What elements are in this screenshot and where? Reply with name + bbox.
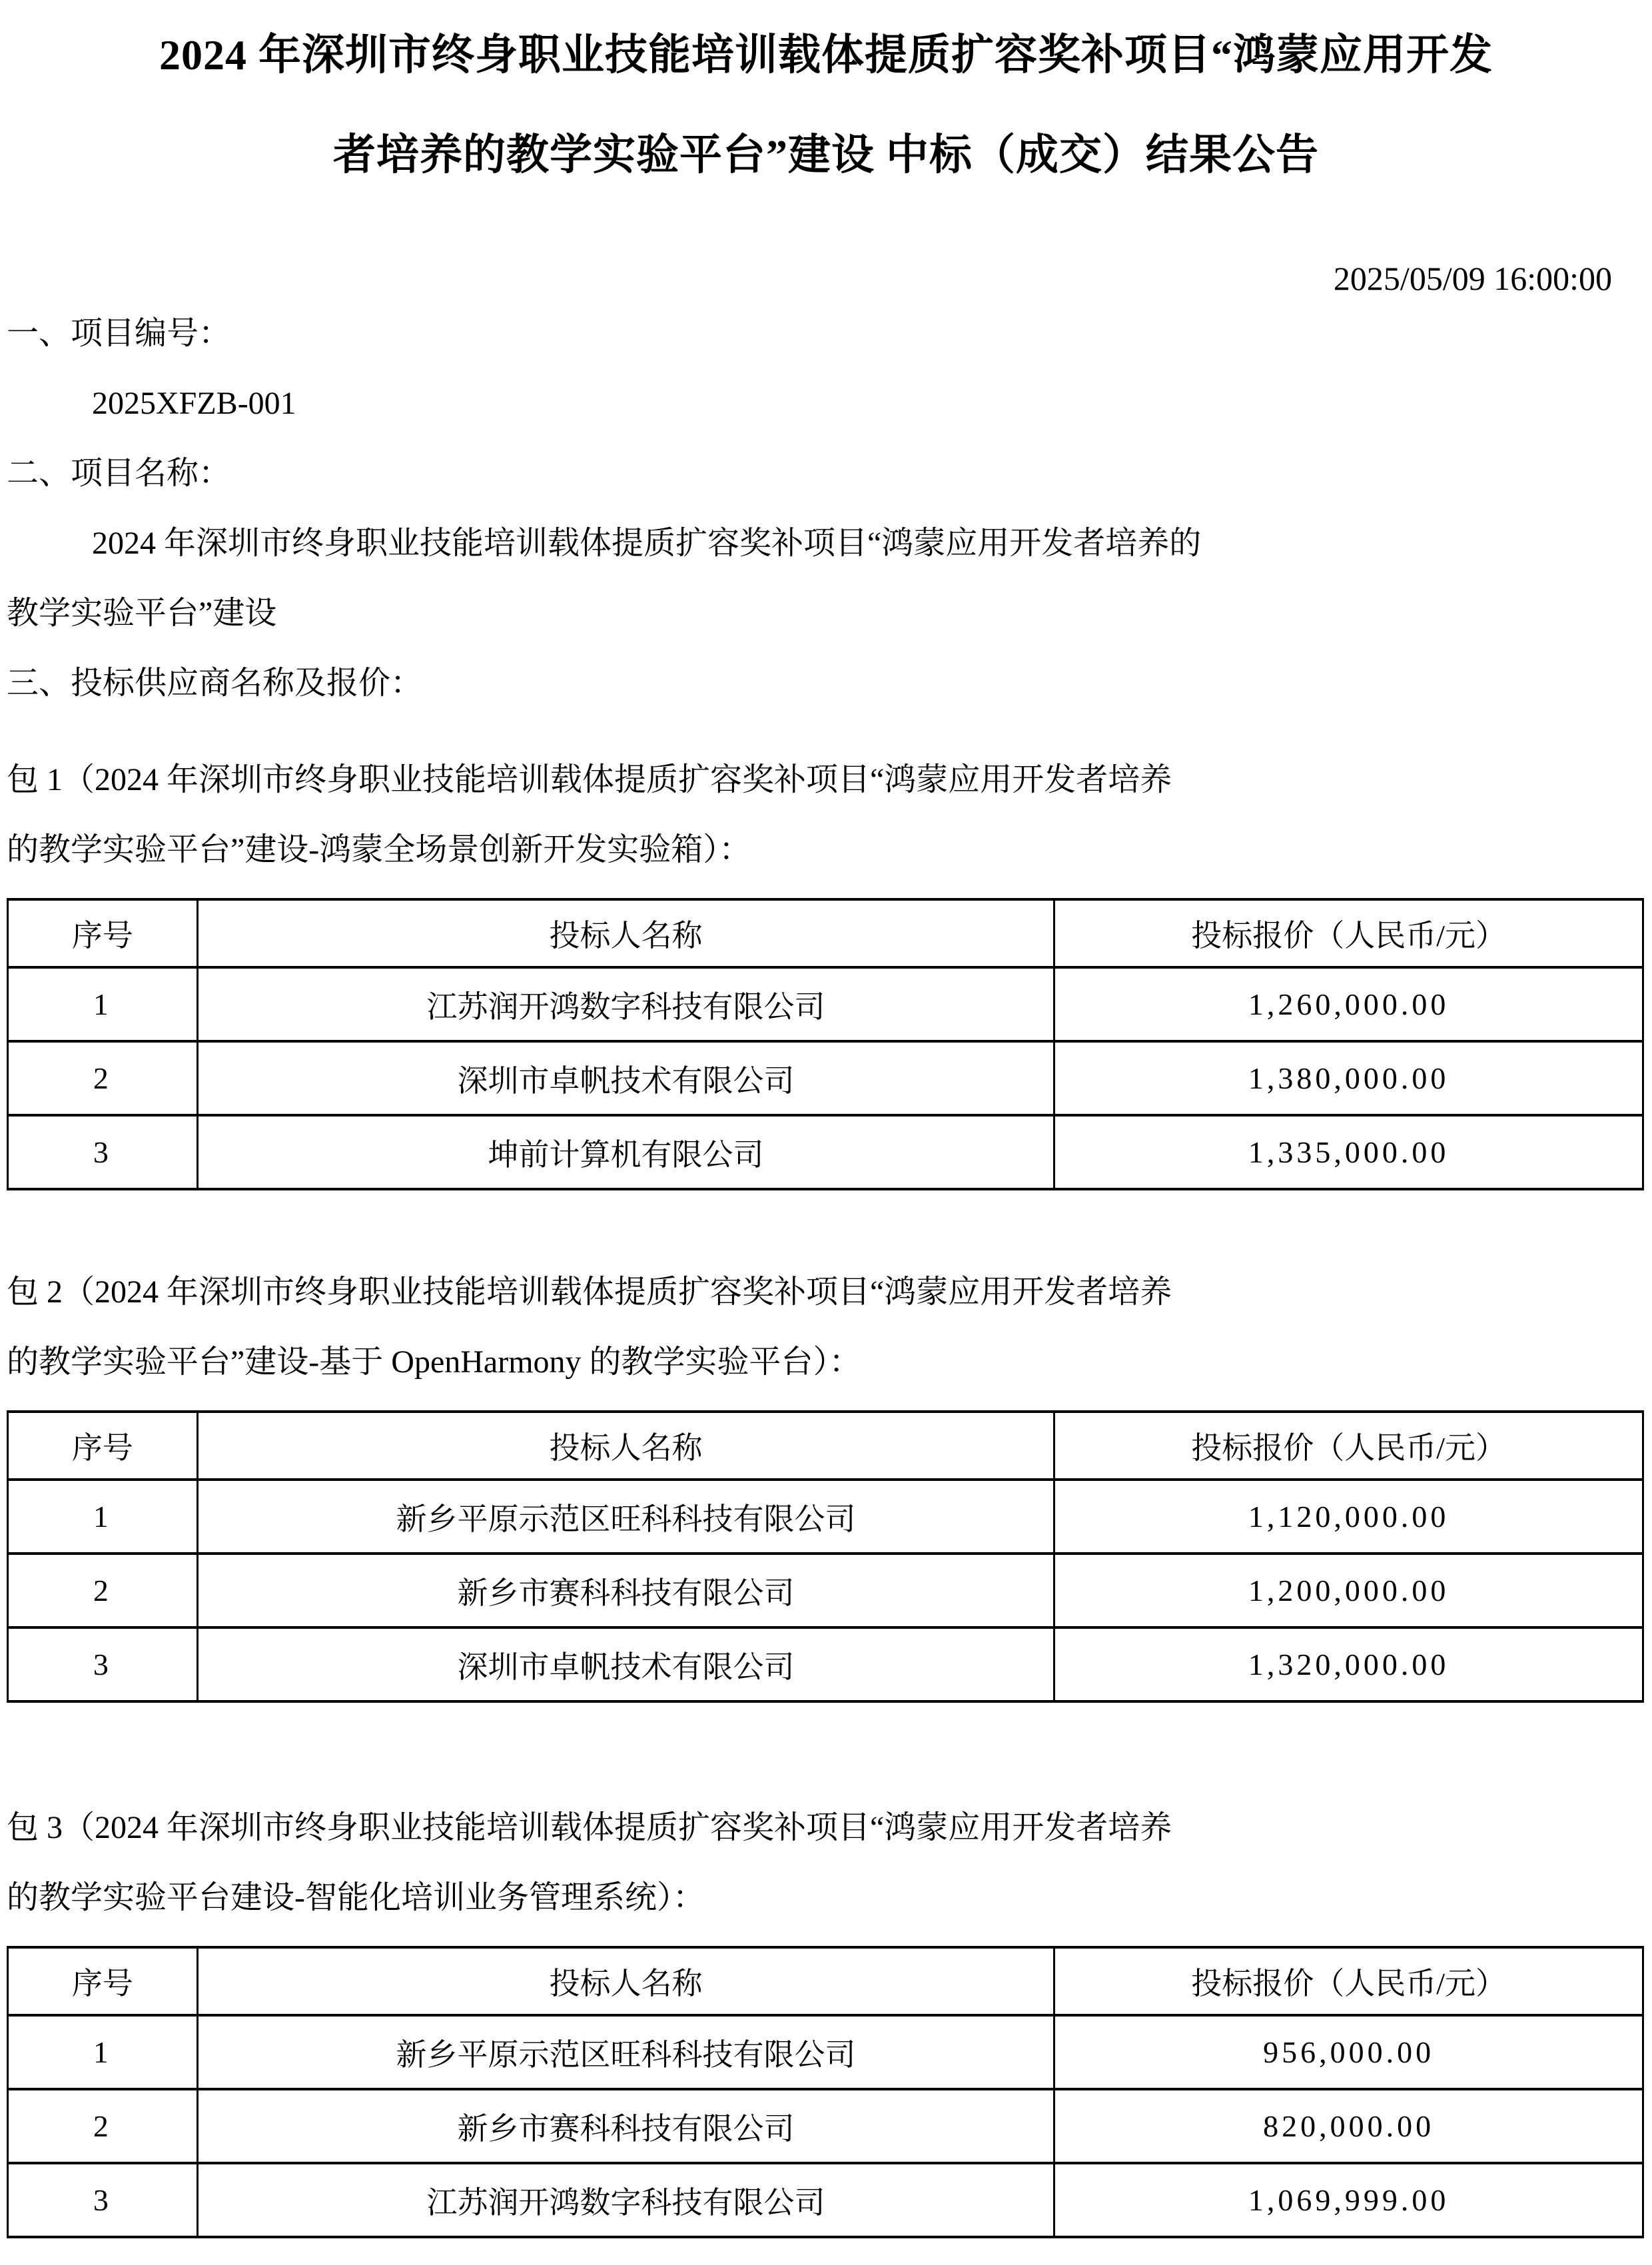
serial-cell: 1 — [8, 1480, 198, 1554]
serial-cell: 3 — [8, 1627, 198, 1701]
col-header-price: 投标报价（人民币/元） — [1054, 1947, 1643, 2015]
table-row — [8, 1115, 1643, 1189]
col-header-bidder: 投标人名称 — [197, 1947, 1054, 2015]
table-row — [8, 1041, 1643, 1115]
bid-table-package-3 — [7, 1946, 1644, 2238]
table-row — [8, 1554, 1643, 1627]
table-row — [8, 2089, 1643, 2163]
publish-datetime: 2025/05/09 16:00:00 — [1333, 260, 1612, 297]
price-cell: 956,000.00 — [1054, 2015, 1643, 2089]
serial-cell: 1 — [8, 2015, 198, 2089]
table-row — [8, 2015, 1643, 2089]
bidder-cell: 新乡市赛科科技有限公司 — [197, 2089, 1054, 2163]
table-row — [8, 967, 1643, 1041]
col-header-serial: 序号 — [8, 1947, 198, 2015]
project-name-line-1: 2024 年深圳市终身职业技能培训载体提质扩容奖补项目“鸿蒙应用开发者培养的 — [92, 526, 1202, 561]
serial-cell: 2 — [8, 1041, 198, 1115]
col-header-bidder: 投标人名称 — [197, 1412, 1054, 1480]
price-cell: 1,260,000.00 — [1054, 967, 1643, 1041]
package-3-intro-line-1: 包 3（2024 年深圳市终身职业技能培训载体提质扩容奖补项目“鸿蒙应用开发者培养 — [7, 1810, 1172, 1845]
serial-cell: 2 — [8, 1554, 198, 1627]
price-cell: 1,380,000.00 — [1054, 1041, 1643, 1115]
col-header-serial: 序号 — [8, 1412, 198, 1480]
price-cell: 820,000.00 — [1054, 2089, 1643, 2163]
price-cell: 1,069,999.00 — [1054, 2163, 1643, 2237]
page-title — [7, 5, 1645, 205]
price-cell: 1,320,000.00 — [1054, 1627, 1643, 1701]
package-2-intro-line-1: 包 2（2024 年深圳市终身职业技能培训载体提质扩容奖补项目“鸿蒙应用开发者培养 — [7, 1274, 1172, 1310]
table-header-row — [8, 1412, 1643, 1480]
price-cell: 1,335,000.00 — [1054, 1115, 1643, 1189]
package-1-intro-line-1: 包 1（2024 年深圳市终身职业技能培训载体提质扩容奖补项目“鸿蒙应用开发者培养 — [7, 762, 1172, 797]
project-name-line-2: 教学实验平台”建设 — [7, 596, 277, 631]
col-header-price: 投标报价（人民币/元） — [1054, 1412, 1643, 1480]
package-3-intro-line-2: 的教学实验平台建设-智能化培训业务管理系统）： — [7, 1880, 705, 1915]
col-header-bidder: 投标人名称 — [197, 899, 1054, 967]
bid-table-package-1 — [7, 898, 1644, 1190]
bidder-cell: 深圳市卓帆技术有限公司 — [197, 1627, 1054, 1701]
col-header-serial: 序号 — [8, 899, 198, 967]
serial-cell: 2 — [8, 2089, 198, 2163]
table-row — [8, 1480, 1643, 1554]
bidder-cell: 新乡平原示范区旺科科技有限公司 — [197, 1480, 1054, 1554]
package-2-intro-line-2: 的教学实验平台”建设-基于 OpenHarmony 的教学实验平台）： — [7, 1344, 861, 1380]
col-header-price: 投标报价（人民币/元） — [1054, 899, 1643, 967]
bidder-cell: 新乡市赛科科技有限公司 — [197, 1554, 1054, 1627]
bidder-cell: 新乡平原示范区旺科科技有限公司 — [197, 2015, 1054, 2089]
table-row — [8, 1627, 1643, 1701]
serial-cell: 1 — [8, 967, 198, 1041]
page-title-line-2: 者培养的教学实验平台”建设 中标（成交）结果公告 — [333, 131, 1319, 179]
price-cell: 1,120,000.00 — [1054, 1480, 1643, 1554]
page-title-line-1: 2024 年深圳市终身职业技能培训载体提质扩容奖补项目“鸿蒙应用开发 — [159, 31, 1493, 79]
section-1-heading: 一、项目编号： — [7, 316, 231, 351]
serial-cell: 3 — [8, 2163, 198, 2237]
section-3-heading: 三、投标供应商名称及报价： — [7, 666, 423, 701]
bidder-cell: 江苏润开鸿数字科技有限公司 — [197, 2163, 1054, 2237]
table-row — [8, 2163, 1643, 2237]
table-header-row — [8, 899, 1643, 967]
bidder-cell: 坤前计算机有限公司 — [197, 1115, 1054, 1189]
bidder-cell: 江苏润开鸿数字科技有限公司 — [197, 967, 1054, 1041]
project-number: 2025XFZB-001 — [92, 386, 296, 421]
serial-cell: 3 — [8, 1115, 198, 1189]
section-2-heading: 二、项目名称： — [7, 456, 231, 491]
package-1-intro-line-2: 的教学实验平台”建设-鸿蒙全场景创新开发实验箱）： — [7, 832, 751, 867]
table-header-row — [8, 1947, 1643, 2015]
price-cell: 1,200,000.00 — [1054, 1554, 1643, 1627]
bidder-cell: 深圳市卓帆技术有限公司 — [197, 1041, 1054, 1115]
bid-table-package-2 — [7, 1410, 1644, 1703]
